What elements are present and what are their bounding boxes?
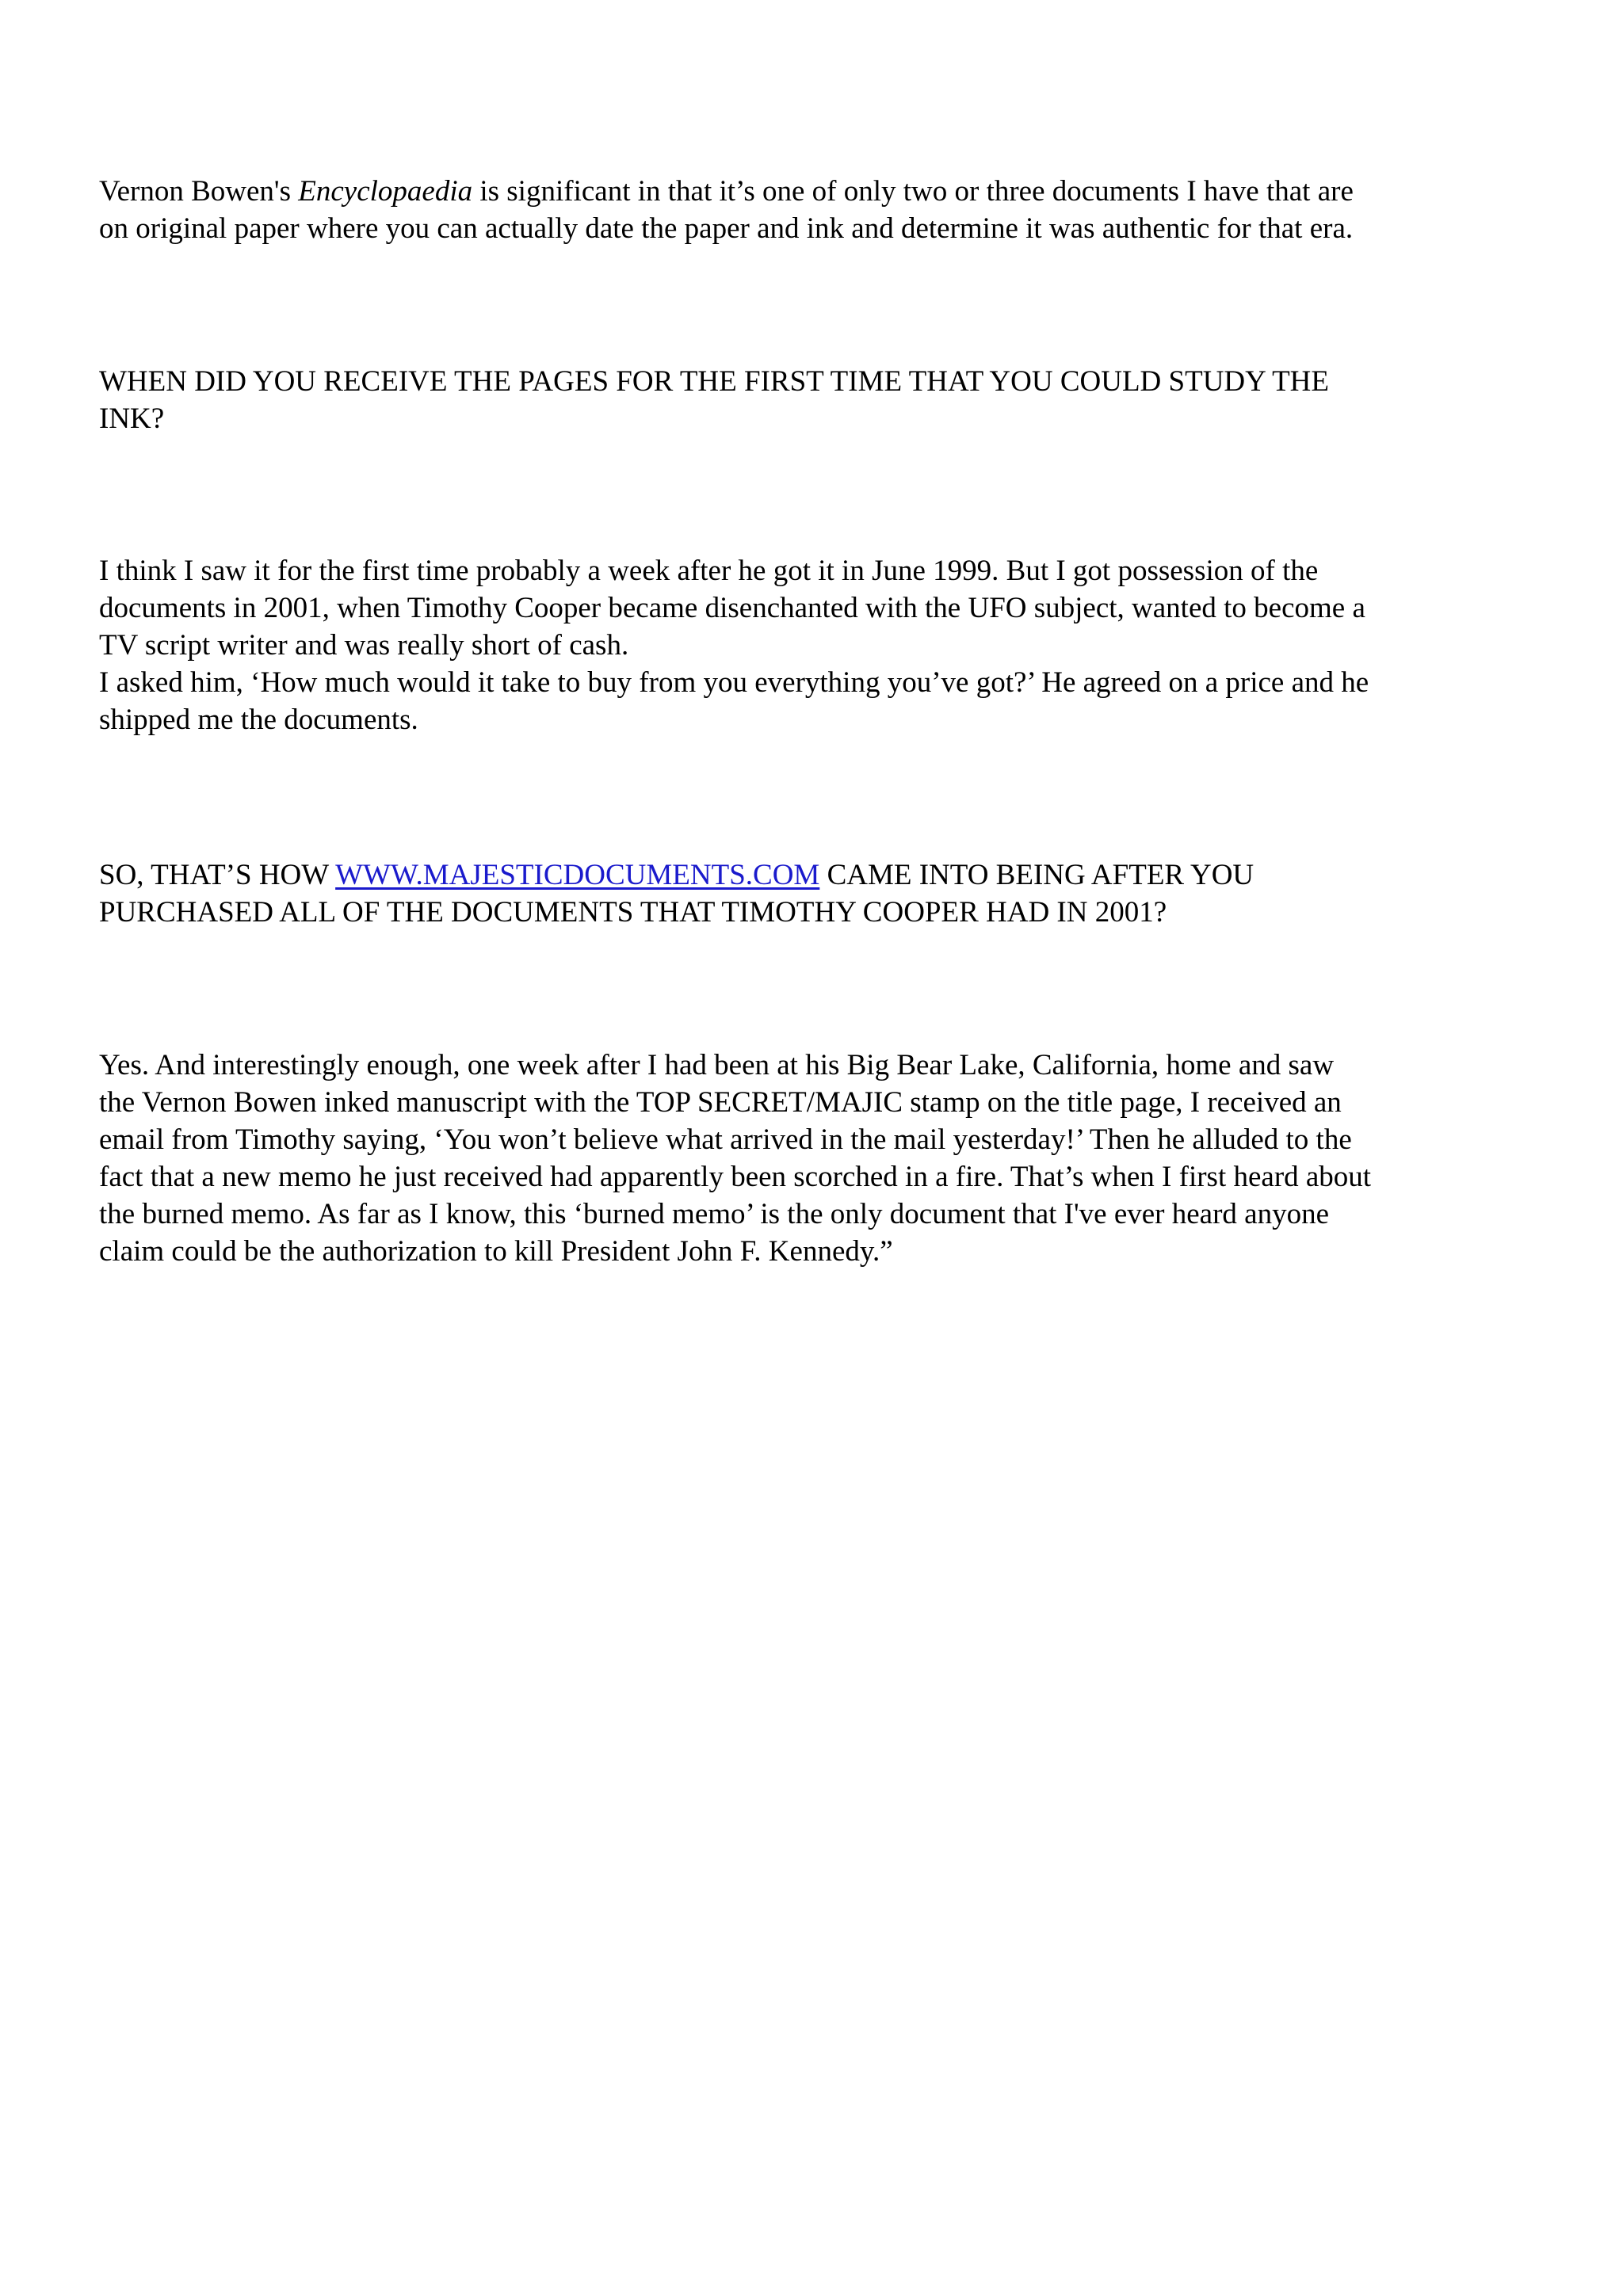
text-line: email from Timothy saying, ‘You won’t believe what arrived in the mail yesterday!’ Then he alluded to the bbox=[99, 1123, 1352, 1156]
text-line: shipped me the documents. bbox=[99, 704, 418, 736]
text-line: on original paper where you can actually date the paper and ink and determine it was authentic for that era. bbox=[99, 212, 1354, 245]
text-line: TV script writer and was really short of cash. bbox=[99, 629, 629, 662]
question-receive-pages bbox=[99, 363, 1545, 437]
majestic-documents-link[interactable]: WWW.MAJESTICDOCUMENTS.COM bbox=[335, 859, 820, 891]
text-line: PURCHASED ALL OF THE DOCUMENTS THAT TIMOTHY COOPER HAD IN 2001? bbox=[99, 896, 1167, 929]
text-line bbox=[99, 173, 1545, 210]
text-run: CAME INTO BEING AFTER YOU bbox=[819, 859, 1254, 891]
paragraph-encyclopaedia bbox=[99, 173, 1545, 247]
text-line: Yes. And interestingly enough, one week after I had been at his Big Bear Lake, California, home and saw bbox=[99, 1049, 1335, 1081]
text-line bbox=[99, 856, 1545, 894]
text-run: SO, THAT’S HOW bbox=[99, 859, 336, 891]
text-line: claim could be the authorization to kill President John F. Kennedy.” bbox=[99, 1235, 893, 1268]
text-line: I think I saw it for the first time probably a week after he got it in June 1999. But I got possession of the bbox=[99, 555, 1319, 587]
text-run: Vernon Bowen's bbox=[99, 175, 299, 208]
text-line: documents in 2001, when Timothy Cooper became disenchanted with the UFO subject, wanted to become a bbox=[99, 592, 1365, 624]
text-line: INK? bbox=[99, 402, 165, 435]
text-line: fact that a new memo he just received had apparently been scorched in a fire. That’s when I first heard about bbox=[99, 1161, 1372, 1193]
text-line: the burned memo. As far as I know, this ‘burned memo’ is the only document that I've ever heard anyone bbox=[99, 1198, 1329, 1230]
text-line: the Vernon Bowen inked manuscript with the TOP SECRET/MAJIC stamp on the title page, I received an bbox=[99, 1086, 1342, 1119]
text-run: is significant in that it’s one of only two or three documents I have that are bbox=[472, 175, 1354, 208]
book-title: Encyclopaedia bbox=[298, 175, 473, 208]
paragraph-burned-memo bbox=[99, 1047, 1545, 1270]
text-line: WHEN DID YOU RECEIVE THE PAGES FOR THE FIRST TIME THAT YOU COULD STUDY THE bbox=[99, 365, 1329, 398]
text-line: I asked him, ‘How much would it take to buy from you everything you’ve got?’ He agreed on a price and he bbox=[99, 666, 1369, 699]
paragraph-possession bbox=[99, 552, 1545, 738]
question-majestic-documents bbox=[99, 856, 1545, 931]
